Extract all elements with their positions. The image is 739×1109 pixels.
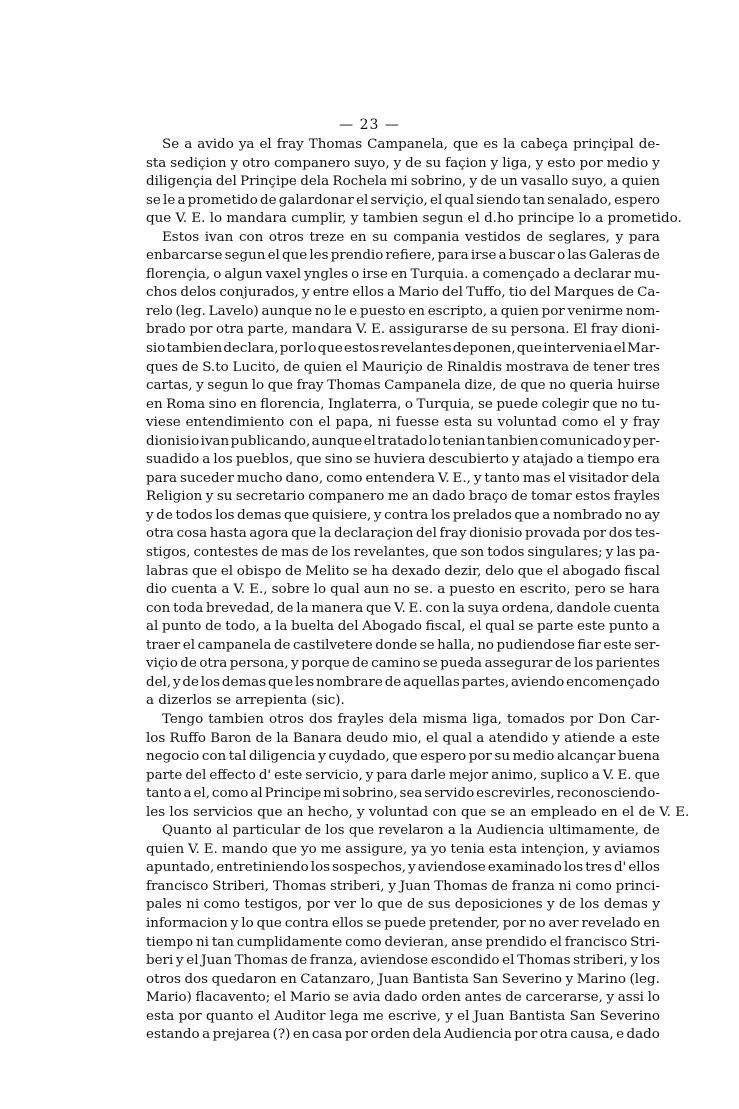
text-line: suadido a los pueblos, que sino se huviera descubierto y atajado a tiempo era — [146, 452, 660, 468]
text-line: francisco Striberi, Thomas striberi, y Juan Thomas de franza ni como princi- — [146, 878, 660, 894]
text-line: al punto de todo, a la buelta del Abogado fiscal, el qual se parte este punto a — [146, 619, 660, 635]
text-line: a dizerlos se arrepienta (sic). — [146, 693, 345, 709]
text-line: Tengo tambien otros dos frayles dela misma liga, tomados por Don Car- — [162, 711, 660, 727]
text-line: enbarcarse segun el que les prendio refiere, para irse a buscar o las Galeras de — [146, 248, 660, 264]
text-line: y de todos los demas que quisiere, y contra los prelados que a nombrado no ay — [146, 507, 660, 523]
text-line: tanto a el, como al Principe mi sobrino, sea servido escrevirles, reconosciendo- — [146, 786, 660, 802]
text-line: florençia, o algun vaxel yngles o irse en Turquia. a començado a declarar mu- — [146, 266, 660, 282]
text-line: dio cuenta a V. E., sobre lo qual aun no se. a puesto en escrito, pero se hara — [146, 582, 660, 598]
text-line: labras que el obispo de Melito se ha dexado dezir, delo que el abogado fiscal — [146, 563, 660, 579]
text-line: negocio con tal diligencia y cuydado, que espero por su medio alcançar buena — [146, 749, 660, 765]
text-line: se le a prometido de galardonar el serviçio, el qual siendo tan senalado, espero — [146, 192, 660, 208]
text-line: Estos ivan con otros treze en su compania vestidos de seglares, y para — [162, 229, 660, 245]
text-line: parte del effecto d' este servicio, y para darle mejor animo, suplico a V. E. que — [146, 767, 660, 783]
text-line: chos delos conjurados, y entre ellos a Mario del Tuffo, tio del Marques de Ca- — [146, 285, 660, 301]
text-line: en Roma sino en florencia, Inglaterra, o Turquia, se puede colegir que no tu- — [146, 396, 660, 412]
text-line: otra cosa hasta agora que la declaraçion del fray dionisio provada por dos tes- — [146, 526, 660, 542]
text-line: viçio de otra persona, y porque de camino se pueda assegurar de los parientes — [146, 656, 660, 672]
text-line: viese entendimiento con el papa, ni fuesse esta su voluntad como el y fray — [146, 415, 660, 431]
text-line: cartas, y segun lo que fray Thomas Campanela dize, de que no queria huirse — [146, 378, 660, 394]
text-line: para suceder mucho dano, como entendera V. E., y tanto mas el visitador dela — [146, 470, 660, 486]
text-line: estando a prejarea (?) en casa por orden dela Audiencia por otra causa, e dado — [146, 1027, 660, 1043]
text-line: brado por otra parte, mandara V. E. assigurarse de su persona. El fray dioni- — [146, 322, 660, 338]
text-line: quien V. E. mando que yo me assigure, ya yo tenia esta intençion, y aviamos — [146, 841, 660, 857]
text-line: Mario) flacavento; el Mario se avia dado orden antes de carcerarse, y assi lo — [146, 990, 660, 1006]
text-line: relo (leg. Lavelo) aunque no le e puesto en escripto, a quien por venirme nom- — [146, 303, 660, 319]
text-line: ques de S.to Lucito, de quien el Mauriçio de Rinaldis mostrava de tener tres — [146, 359, 660, 375]
body-text — [146, 136, 690, 1045]
text-line: del, y de los demas que les nombrare de aquellas partes, aviendo encomençado — [146, 674, 660, 690]
text-line: Se a avido ya el fray Thomas Campanela, que es la cabeça prinçipal de- — [162, 137, 660, 152]
text-line: pales ni como testigos, por ver lo que de sus deposiciones y de los demas y — [146, 897, 660, 913]
text-line: dionisio ivan publicando, aunque el tratado lo tenian tanbien comunicado y per- — [146, 433, 660, 449]
text-line: informacion y lo que contra ellos se puede pretender, por no aver revelado en — [146, 915, 660, 931]
text-line: traer el campanela de castilvetere donde se halla, no pudiendose fiar este ser- — [146, 637, 660, 653]
text-line: los Ruffo Baron de la Banara deudo mio, el qual a atendido y atiende a este — [146, 730, 660, 746]
text-line: con toda brevedad, de la manera que V. E. con la suya ordena, dandole cuenta — [146, 600, 660, 616]
text-line: sta sediçion y otro companero suyo, y de su façion y liga, y esto por medio y — [146, 155, 660, 171]
text-line: beri y el Juan Thomas de franza, aviendose escondido el Thomas striberi, y los — [146, 953, 660, 969]
text-line: Religion y su secretario companero me an dado braço de tomar estos frayles — [146, 489, 660, 505]
page-number: — 23 — — [339, 117, 400, 133]
text-line: diligençia del Prinçipe dela Rochela mi sobrino, y de un vasallo suyo, a quien — [146, 174, 660, 190]
text-line: les los servicios que an hecho, y voluntad con que se an empleado en el de V. E. — [146, 804, 690, 820]
text-line: esta por quanto el Auditor lega me escrive, y el Juan Bantista San Severino — [146, 1008, 660, 1024]
text-line: stigos, contestes de mas de los revelantes, que son todos singulares; y las pa- — [146, 545, 660, 561]
text-line: Quanto al particular de los que revelaron a la Audiencia ultimamente, de — [162, 823, 660, 839]
text-line: apuntado, entretiniendo los sospechos, y aviendose examinado los tres d' ellos — [146, 860, 660, 876]
text-line: que V. E. lo mandara cumplir, y tambien segun el d.ho principe lo a prometido. — [146, 211, 682, 227]
text-line: otros dos quedaron en Catanzaro, Juan Bantista San Severino y Marino (leg. — [146, 971, 660, 987]
text-line: tiempo ni tan cumplidamente como devieran, anse prendido el francisco Stri- — [146, 934, 660, 950]
text-line: sio tambien declara, por lo que estos revelantes deponen, que intervenia el Mar- — [146, 341, 660, 357]
